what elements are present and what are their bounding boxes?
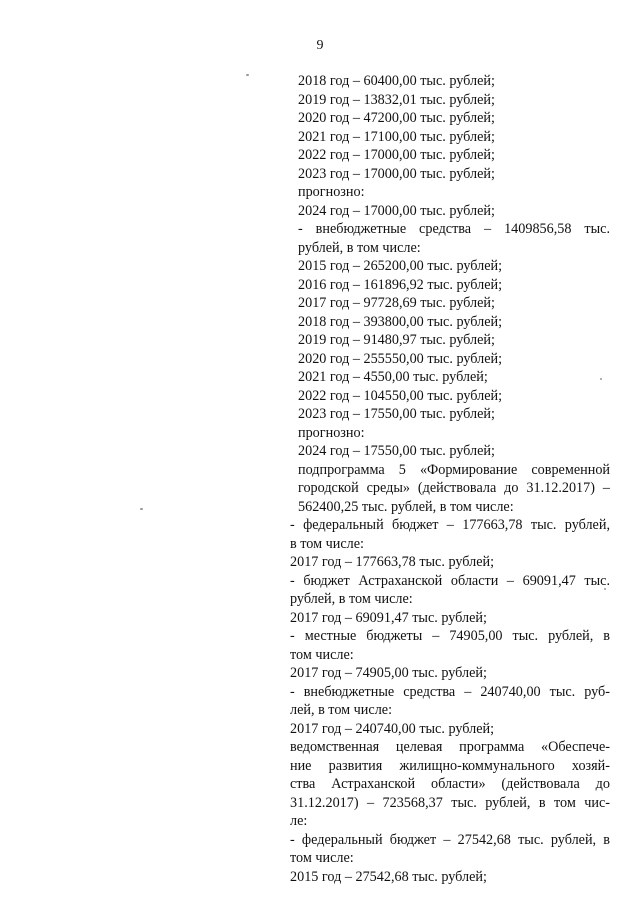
- text-line: ле:: [290, 813, 308, 829]
- text-line: рублей, в том числе:: [298, 239, 421, 256]
- text-line: том числе:: [290, 850, 354, 866]
- text-line: рублей, в том числе:: [290, 591, 413, 607]
- text-line: том числе:: [290, 646, 354, 663]
- text-line: ведомственная целевая программа «Обеспече-: [290, 739, 610, 755]
- text-line: - внебюджетные средства – 240740,00 тыс. руб-: [290, 683, 610, 700]
- scan-speck: [600, 378, 602, 380]
- text-line: - местные бюджеты – 74905,00 тыс. рублей, в: [290, 628, 610, 644]
- text-line: 2020 год – 47200,00 тыс. рублей;: [298, 110, 495, 126]
- text-line: лей, в том числе:: [290, 702, 393, 718]
- text-line: подпрограмма 5 «Формирование современной: [298, 461, 610, 478]
- scan-speck: [246, 74, 249, 76]
- text-line: 2021 год – 17100,00 тыс. рублей;: [298, 128, 495, 145]
- text-line: - федеральный бюджет – 177663,78 тыс. рублей,: [290, 517, 610, 533]
- text-line: 2017 год – 69091,47 тыс. рублей;: [290, 609, 487, 626]
- text-line: 2024 год – 17000,00 тыс. рублей;: [298, 202, 495, 219]
- text-line: прогнозно:: [298, 184, 365, 200]
- text-line: прогнозно:: [298, 424, 365, 441]
- text-line: 2024 год – 17550,00 тыс. рублей;: [298, 443, 495, 459]
- text-line: 2017 год – 240740,00 тыс. рублей;: [290, 720, 495, 737]
- text-line: 2019 год – 91480,97 тыс. рублей;: [298, 332, 495, 348]
- text-line: городской среды» (действовала до 31.12.2017) –: [298, 480, 610, 496]
- text-line: ние развития жилищно-коммунального хозяй-: [290, 757, 610, 774]
- text-line: 31.12.2017) – 723568,37 тыс. рублей, в том чис-: [290, 794, 610, 811]
- text-line: 2018 год – 60400,00 тыс. рублей;: [298, 73, 495, 89]
- text-line: 2021 год – 4550,00 тыс. рублей;: [298, 369, 488, 385]
- text-line: 2016 год – 161896,92 тыс. рублей;: [298, 276, 503, 293]
- text-line: - федеральный бюджет – 27542,68 тыс. рублей, в: [290, 831, 610, 848]
- text-line: 2015 год – 27542,68 тыс. рублей;: [290, 868, 487, 885]
- text-line: в том числе:: [290, 535, 364, 552]
- text-line: 2018 год – 393800,00 тыс. рублей;: [298, 313, 503, 330]
- text-line: 2020 год – 255550,00 тыс. рублей;: [298, 350, 503, 367]
- page-number: 9: [316, 38, 324, 53]
- scan-speck: [140, 508, 143, 510]
- scan-speck: [604, 588, 606, 590]
- text-line: 562400,25 тыс. рублей, в том числе:: [298, 498, 514, 515]
- text-line: 2023 год – 17000,00 тыс. рублей;: [298, 165, 495, 182]
- text-line: 2017 год – 97728,69 тыс. рублей;: [298, 295, 495, 311]
- text-line: - внебюджетные средства – 1409856,58 тыс.: [298, 221, 610, 237]
- text-line: - бюджет Астраханской области – 69091,47 тыс.: [290, 572, 610, 589]
- text-line: 2022 год – 104550,00 тыс. рублей;: [298, 387, 503, 404]
- text-line: 2017 год – 74905,00 тыс. рублей;: [290, 665, 487, 681]
- text-line: 2022 год – 17000,00 тыс. рублей;: [298, 147, 495, 163]
- text-line: 2015 год – 265200,00 тыс. рублей;: [298, 258, 503, 274]
- text-line: 2019 год – 13832,01 тыс. рублей;: [298, 91, 495, 108]
- text-line: 2023 год – 17550,00 тыс. рублей;: [298, 406, 495, 422]
- body-text-column: [290, 72, 610, 886]
- text-line: 2017 год – 177663,78 тыс. рублей;: [290, 554, 495, 570]
- text-line: ства Астраханской области» (действовала до: [290, 776, 610, 792]
